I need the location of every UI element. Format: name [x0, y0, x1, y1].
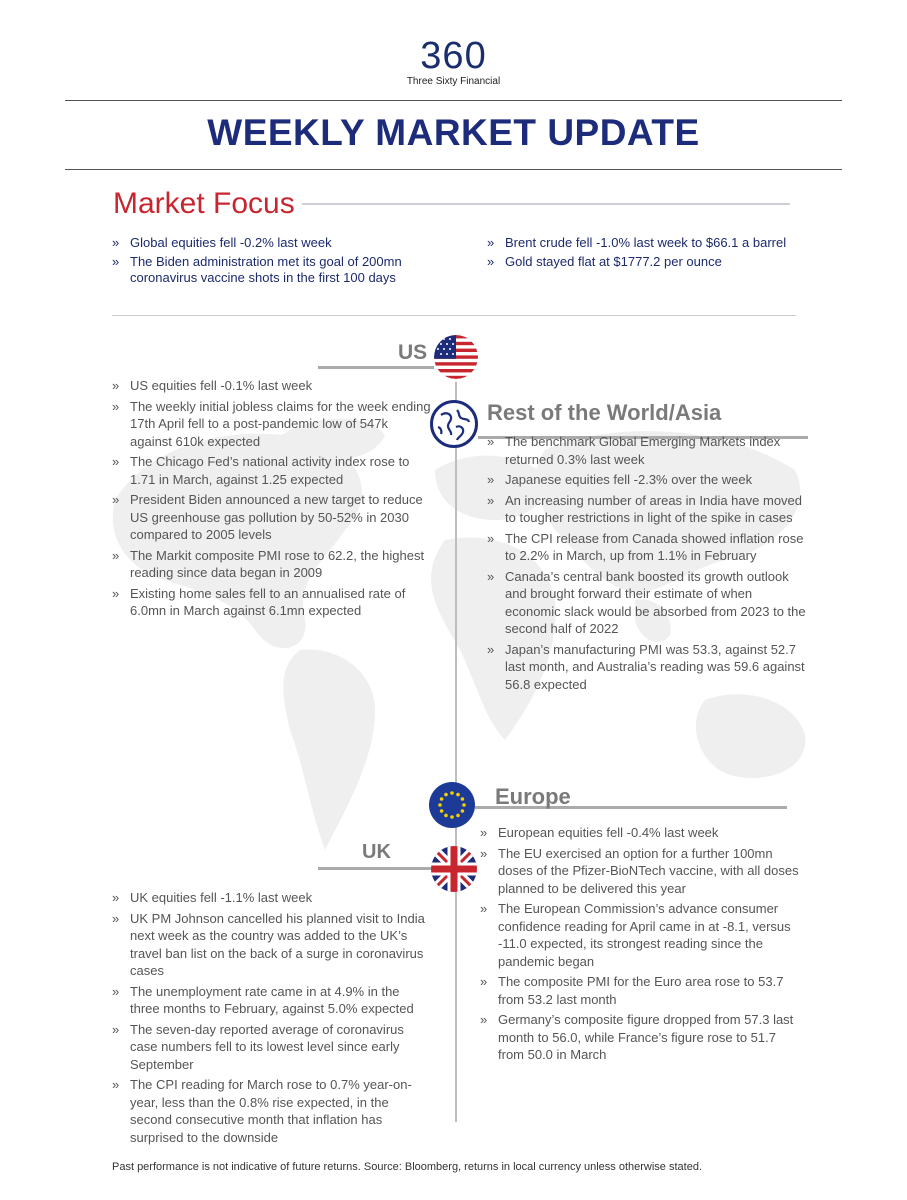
uk-heading: UK: [362, 841, 391, 863]
list-item: » Existing home sales fell to an annualised rate of 6.0mn in March against 6.1mn expected: [112, 585, 432, 620]
timeline-line: [455, 382, 457, 1122]
list-item: » The Chicago Fed’s national activity index rose to 1.71 in March, against 1.25 expected: [112, 453, 432, 488]
us-flag-icon: [434, 335, 478, 379]
list-item: » Global equities fell -0.2% last week: [112, 235, 442, 251]
list-item: » The weekly initial jobless claims for the week ending 17th April fell to a post-pandemic low of 547k against 610k expected: [112, 398, 432, 451]
logo-subtitle: Three Sixty Financial: [406, 76, 501, 87]
list-item: » The CPI reading for March rose to 0.7% year-on-year, less than the 0.8% rise expected, in the second consecutive month that inflation has surprised to the downside: [112, 1076, 432, 1146]
list-item: » The composite PMI for the Euro area rose to 53.7 from 53.2 last month: [480, 973, 800, 1008]
list-item: » Canada’s central bank boosted its growth outlook and brought forward their estimate of when economic slack would be absorbed from 2023 to the second half of 2022: [487, 568, 807, 638]
list-item: » The Markit composite PMI rose to 62.2, the highest reading since data began in 2009: [112, 547, 432, 582]
list-item: » UK equities fell -1.1% last week: [112, 889, 432, 907]
list-item: » The unemployment rate came in at 4.9% in the three months to February, against 5.0% expected: [112, 983, 432, 1018]
europe-list: [480, 824, 800, 1067]
market-focus-rule: [302, 203, 790, 205]
list-item: » European equities fell -0.4% last week: [480, 824, 800, 842]
list-item: » Brent crude fell -1.0% last week to $66.1 a barrel: [487, 235, 807, 251]
footer-disclaimer: Past performance is not indicative of future returns. Source: Bloomberg, returns in local currency unless otherwise stated.: [112, 1161, 703, 1173]
header-bottom-rule: [65, 169, 842, 170]
us-heading: US: [398, 341, 428, 364]
us-heading-rule: [318, 366, 434, 369]
uk-list: [112, 889, 432, 1149]
list-item: » US equities fell -0.1% last week: [112, 377, 432, 395]
list-item: » The CPI release from Canada showed inflation rose to 2.2% in March, up from 1.1% in February: [487, 530, 807, 565]
logo-number: 360: [420, 35, 487, 77]
list-item: » UK PM Johnson cancelled his planned visit to India next week as the country was added to the UK’s travel ban list on the back of a surge in coronavirus cases: [112, 910, 432, 980]
europe-heading: Europe: [495, 784, 571, 809]
rest-of-world-heading: Rest of the World/Asia: [487, 400, 722, 425]
list-item: » The seven-day reported average of coronavirus case numbers fell to its lowest level since early September: [112, 1021, 432, 1074]
us-list: [112, 377, 432, 623]
list-item: » The benchmark Global Emerging Markets index returned 0.3% last week: [487, 433, 807, 468]
list-item: » President Biden announced a new target to reduce US greenhouse gas pollution by 50-52% in 2030 compared to 2005 levels: [112, 491, 432, 544]
list-item: » Germany’s composite figure dropped from 57.3 last month to 56.0, while France’s figure rose to 51.7 from 50.0 in March: [480, 1011, 800, 1064]
brand-logo: [0, 36, 907, 87]
globe-icon: [430, 400, 478, 448]
market-focus-left-list: [112, 235, 442, 289]
list-item: » Japanese equities fell -2.3% over the week: [487, 471, 807, 489]
section-divider: [112, 315, 796, 316]
page-title: WEEKLY MARKET UPDATE: [207, 112, 700, 153]
header-top-rule: [65, 100, 842, 101]
uk-flag-icon: [431, 846, 477, 892]
uk-heading-rule: [318, 867, 434, 870]
list-item: » Gold stayed flat at $1777.2 per ounce: [487, 254, 807, 270]
market-focus-right-list: [487, 235, 807, 273]
eu-flag-icon: [429, 782, 475, 828]
list-item: » The EU exercised an option for a further 100mn doses of the Pfizer-BioNTech vaccine, with all doses planned to be delivered this year: [480, 845, 800, 898]
list-item: » An increasing number of areas in India have moved to tougher restrictions in light of the spike in cases: [487, 492, 807, 527]
market-focus-heading: Market Focus: [113, 187, 295, 220]
rest-of-world-list: [487, 433, 807, 696]
list-item: » The Biden administration met its goal of 200mn coronavirus vaccine shots in the first 100 days: [112, 254, 442, 286]
list-item: » The European Commission’s advance consumer confidence reading for April came in at -8.1, versus -11.0 expected, its strongest reading since the pandemic began: [480, 900, 800, 970]
list-item: » Japan’s manufacturing PMI was 53.3, against 52.7 last month, and Australia’s reading was 59.6 against 56.8 expected: [487, 641, 807, 694]
